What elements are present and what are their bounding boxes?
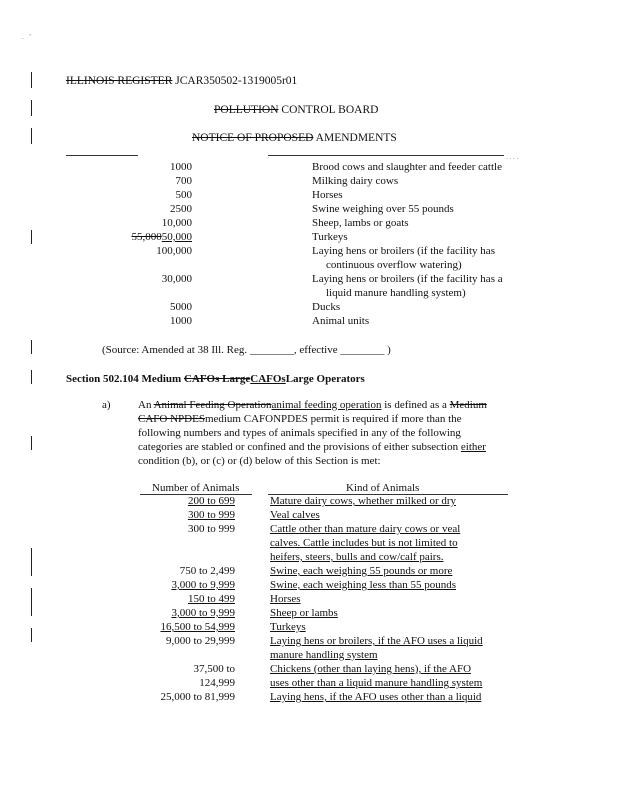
table1-num: 1000 <box>170 161 192 173</box>
para-text: categories are stabled or confined and the provisions of either subsection <box>138 441 461 453</box>
para-a-line: condition (b), or (c) or (d) below of this Section is met: <box>138 455 381 467</box>
change-bar <box>31 230 32 244</box>
change-bar <box>31 548 32 576</box>
table2-kind-line: manure handling system <box>270 649 378 661</box>
change-bar <box>31 628 32 642</box>
board-strike: POLLUTION <box>214 104 279 116</box>
table1-num: 1000 <box>170 315 192 327</box>
table2-col1-header: Number of Animals <box>152 482 240 494</box>
table2-kind-line: Laying hens or broilers, if the AFO uses a liquid <box>270 635 483 647</box>
table1-kind <box>312 244 495 272</box>
para-text: is defined as a <box>381 399 450 411</box>
table2-kind: Veal calves <box>270 509 320 521</box>
table1-num <box>92 230 192 244</box>
change-bar <box>31 436 32 450</box>
para-new: animal feeding operation <box>271 399 382 411</box>
table1-kind: Horses <box>312 189 343 201</box>
table2-num: 150 to 499 <box>187 593 235 605</box>
table2-kind: Turkeys <box>270 621 306 633</box>
table2-kind-line: heifers, steers, bulls and cow/calf pairs. <box>270 551 444 563</box>
section-heading <box>66 372 365 386</box>
change-bar <box>31 128 32 144</box>
para-a-marker: a) <box>102 399 111 411</box>
register-header <box>66 74 297 88</box>
board-header <box>214 103 378 117</box>
change-bar <box>31 370 32 384</box>
table2-kind-line: Chickens (other than laying hens), if the AFO <box>270 663 472 675</box>
table1-num-strike: 55,000 <box>131 231 162 243</box>
table1-num: 30,000 <box>161 273 192 285</box>
header-rule-right <box>268 155 504 156</box>
table1-kind <box>312 272 503 300</box>
table2-kind: Horses <box>270 593 301 605</box>
table1-kind: Ducks <box>312 301 341 313</box>
table2-kind: Laying hens, if the AFO uses other than a liquid <box>270 691 482 703</box>
header-rule-dots: . . . . <box>506 153 519 161</box>
table1-kind: Swine weighing over 55 pounds <box>312 203 454 215</box>
table2-num: 750 to 2,499 <box>179 565 235 577</box>
change-bar <box>31 588 32 616</box>
table2-num: 3,000 to 9,999 <box>171 607 235 619</box>
change-bar <box>31 72 32 88</box>
section-new: CAFOs <box>250 373 286 385</box>
para-strike: Animal Feeding Operation <box>153 399 272 411</box>
table1-kind: Sheep, lambs or goats <box>312 217 409 229</box>
table2-kind-line: uses other than a liquid manure handling system <box>270 677 483 689</box>
table1-kind: Turkeys <box>312 231 348 243</box>
table2-num: 3,000 to 9,999 <box>171 579 235 591</box>
scan-mark: . ’ <box>22 33 32 41</box>
para-text: An <box>138 399 154 411</box>
para-a-line: following numbers and types of animals specified in any of the following <box>138 427 461 439</box>
table2-num: 25,000 to 81,999 <box>160 691 235 703</box>
table2-kind: Sheep or lambs <box>270 607 338 619</box>
change-bar <box>31 340 32 354</box>
para-a-line <box>138 398 487 412</box>
para-text: medium CAFONPDES permit is required if more than the <box>204 413 462 425</box>
table1-kind: Animal units <box>312 315 370 327</box>
board-rest: CONTROL BOARD <box>278 104 379 116</box>
section-strike: CAFOs Large <box>183 373 251 385</box>
table2-kind <box>270 522 460 564</box>
table1-num-new: 50,000 <box>161 231 192 243</box>
table1-kind: Brood cows and slaughter and feeder cattle <box>312 161 502 173</box>
para-a-line <box>138 440 486 454</box>
table1-num: 10,000 <box>161 217 192 229</box>
table1-num: 700 <box>175 175 192 187</box>
table2-kind <box>270 662 482 690</box>
table2-kind-line: calves. Cattle includes but is not limited to <box>270 537 458 549</box>
table2-num: 200 to 699 <box>187 495 235 507</box>
table2-kind: Mature dairy cows, whether milked or dry <box>270 495 457 507</box>
table2-col2-header: Kind of Animals <box>346 482 420 494</box>
table2-kind-line: Cattle other than mature dairy cows or veal <box>270 523 461 535</box>
table2-num: 300 to 999 <box>187 523 235 535</box>
table1-kind-line: continuous overflow watering) <box>326 259 462 271</box>
table1-kind-line: liquid manure handling system) <box>326 287 466 299</box>
table2-kind: Swine, each weighing less than 55 pounds <box>270 579 457 591</box>
header-rule-left <box>66 155 138 156</box>
section-label: Section 502.104 Medium <box>66 373 184 385</box>
notice-strike: NOTICE OF PROPOSED <box>192 132 314 144</box>
notice-header <box>192 131 397 145</box>
para-strike: CAFO NPDES <box>138 413 205 425</box>
table2-num: 9,000 to 29,999 <box>165 635 235 647</box>
table1-num: 2500 <box>170 203 192 215</box>
table2-num: 300 to 999 <box>187 509 235 521</box>
register-strike: ILLINOIS REGISTER <box>66 75 173 87</box>
table2-num: 37,500 to 124,999 <box>193 663 235 689</box>
table1-kind-line: Laying hens or broilers (if the facility has a <box>312 273 503 285</box>
table2-kind <box>270 634 483 662</box>
table1-num: 500 <box>175 189 192 201</box>
para-new: either <box>460 441 486 453</box>
source-note: (Source: Amended at 38 Ill. Reg. ________, effective ________ ) <box>102 344 391 356</box>
section-tail: Large Operators <box>285 373 365 385</box>
para-strike: Medium <box>449 399 487 411</box>
notice-rest: AMENDMENTS <box>313 132 397 144</box>
table2-kind: Swine, each weighing 55 pounds or more <box>270 565 453 577</box>
table1-kind-line: Laying hens or broilers (if the facility has <box>312 245 495 257</box>
change-bar <box>31 100 32 116</box>
table1-kind: Milking dairy cows <box>312 175 399 187</box>
register-code: JCAR350502-1319005r01 <box>175 75 298 87</box>
table1-num: 100,000 <box>156 245 192 257</box>
para-a-line <box>138 412 462 426</box>
table2-num: 16,500 to 54,999 <box>160 621 235 633</box>
table1-num: 5000 <box>170 301 192 313</box>
